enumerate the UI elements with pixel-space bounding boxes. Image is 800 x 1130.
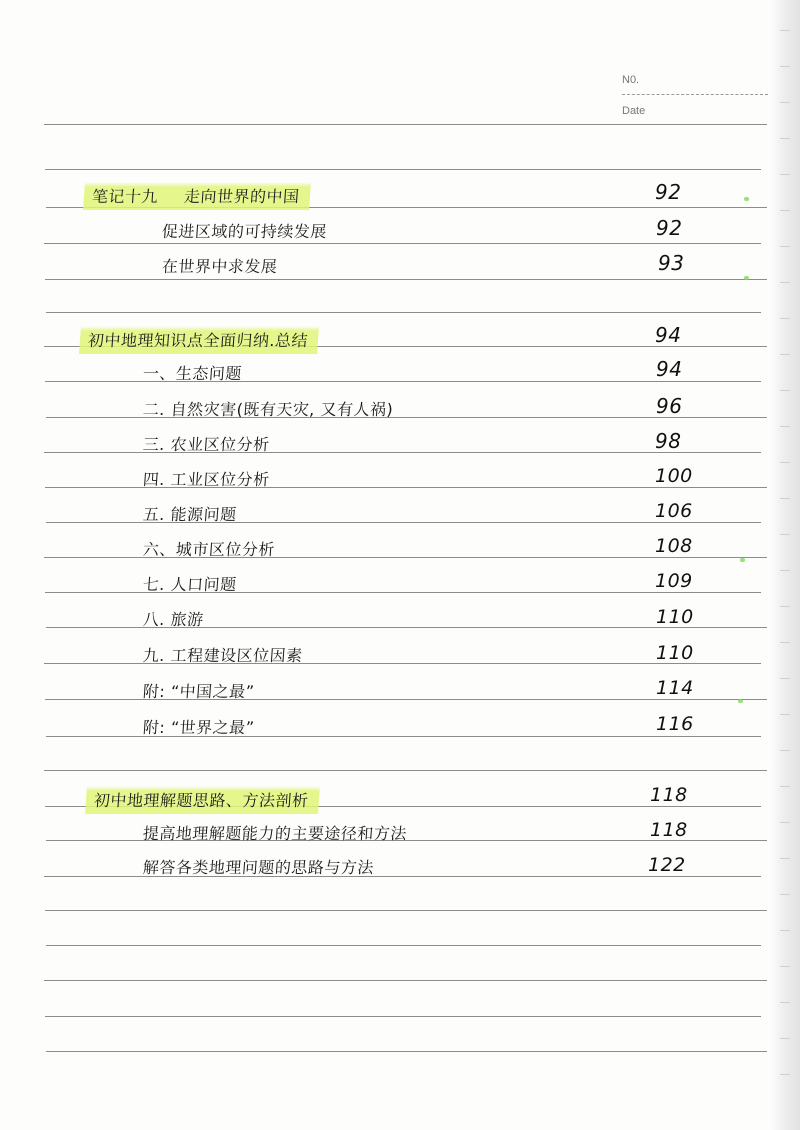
page-edge-mark [780,858,790,859]
toc-item [0,816,760,846]
toc-section-1 [0,178,760,208]
toc-item-title: 解答各类地理问题的思路与方法 [142,858,375,877]
toc-item [0,638,760,668]
toc-item [0,532,760,562]
ruled-line [46,312,761,313]
page-edge-mark [780,1074,790,1075]
toc-item [0,602,760,632]
page-edge-mark [780,282,790,283]
toc-page-number: 116 [656,713,694,735]
ruled-line [44,770,767,771]
page-edge-mark [780,966,790,967]
page-edge-mark [780,606,790,607]
toc-page-number: 106 [655,500,693,522]
page-edge-mark [780,894,790,895]
toc-page-number: 94 [655,323,682,347]
page-edge-mark [780,678,790,679]
page-edge-mark [780,246,790,247]
toc-page-number: 92 [656,216,683,240]
toc-page-number: 122 [648,854,686,876]
ruled-line [46,1051,767,1052]
date-label: Date [622,105,646,117]
page-edge-mark [780,1038,790,1039]
page-edge-mark [780,138,790,139]
toc-page-number: 96 [656,394,683,418]
page-edge-mark [780,570,790,571]
toc-item [0,356,760,386]
toc-page-number: 118 [650,819,688,841]
toc-item [0,250,760,280]
ruled-line [44,980,767,981]
green-ink-dot [744,276,749,280]
toc-item [0,497,760,527]
toc-item [0,567,760,597]
green-ink-dot [744,197,749,201]
section-subtitle: 走向世界的中国 [183,187,301,206]
toc-page-number: 94 [656,357,683,381]
page-edge-mark [780,462,790,463]
section-number: 笔记十九 [91,187,159,206]
page-edge-mark [780,534,790,535]
toc-page-number: 110 [656,642,694,664]
toc-page-number: 98 [655,429,682,453]
toc-item-title: 五. 能源问题 [142,505,238,524]
page-edge-mark [780,498,790,499]
toc-item-title: 一、生态问题 [142,364,243,383]
page-edge-mark [780,930,790,931]
toc-item-title: 七. 人口问题 [142,575,238,594]
toc-page-number: 118 [650,784,688,806]
page-edge-mark [780,30,790,31]
ruled-line [45,1016,761,1017]
page-edge-mark [780,354,790,355]
toc-item [0,674,760,704]
toc-item-title: 三. 农业区位分析 [142,435,271,454]
page-edge-mark [780,102,790,103]
toc-item-title: 附: “中国之最” [142,682,256,701]
toc-item-title: 二. 自然灾害(既有天灾, 又有人祸) [142,400,394,419]
page-edge-shadow [770,0,800,1130]
page-edge-mark [780,426,790,427]
toc-section-2 [0,321,760,351]
page-edge-mark [780,318,790,319]
toc-section-title: 初中地理知识点全面归纳.总结 [79,326,319,354]
page-edge-mark [780,210,790,211]
page-edge-mark [780,390,790,391]
toc-item-title: 九. 工程建设区位因素 [142,646,304,665]
green-ink-dot [738,699,743,703]
toc-item [0,710,760,740]
toc-item-title: 附: “世界之最” [142,718,256,737]
number-label: N0. [622,74,640,86]
ruled-line [45,169,761,170]
toc-item [0,462,760,492]
page-edge-mark [780,66,790,67]
toc-section-title: 初中地理解题思路、方法剖析 [85,786,319,814]
toc-item-title: 八. 旅游 [142,610,205,629]
page-edge-mark [780,822,790,823]
toc-page-number: 109 [655,570,693,592]
toc-page-number: 108 [655,535,693,557]
green-ink-dot [740,558,745,562]
page-edge-mark [780,1002,790,1003]
toc-item-title: 在世界中求发展 [161,257,279,276]
toc-page-number: 110 [656,606,694,628]
toc-item-title: 提高地理解题能力的主要途径和方法 [142,824,408,843]
page-edge-mark [780,786,790,787]
page-edge-mark [780,714,790,715]
page-edge-mark [780,750,790,751]
toc-section-title [83,182,310,210]
toc-page-number: 93 [658,251,685,275]
toc-item [0,215,760,245]
page-edge-mark [780,174,790,175]
toc-page-number: 100 [655,465,693,487]
ruled-line [46,945,761,946]
toc-item [0,427,760,457]
toc-item-title: 六、城市区位分析 [142,540,276,559]
page-edge-mark [780,642,790,643]
ruled-line [44,124,767,125]
toc-item [0,851,760,881]
toc-item-title: 促进区域的可持续发展 [161,222,328,241]
toc-item-title: 四. 工业区位分析 [142,470,271,489]
toc-page-number: 114 [656,677,694,699]
toc-section-3 [0,781,760,811]
toc-page-number: 92 [655,180,682,204]
toc-item [0,392,760,422]
number-line [622,94,768,95]
ruled-line [45,910,767,911]
